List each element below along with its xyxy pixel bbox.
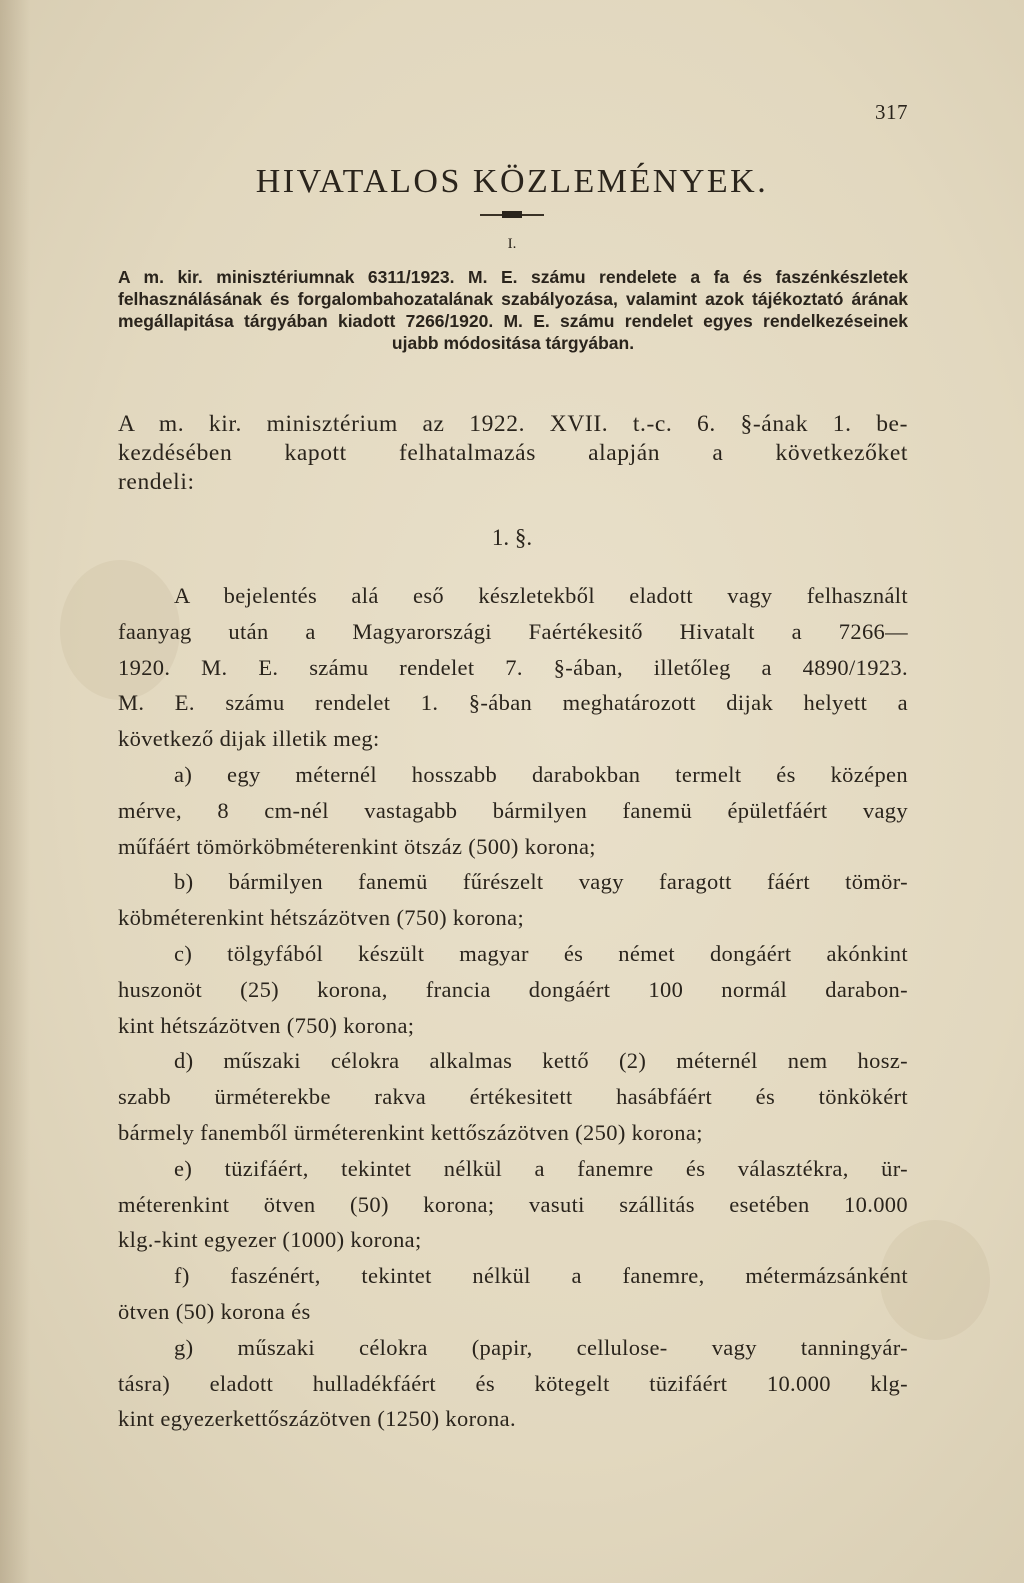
- body-line: A bejelentés alá eső készletekből eladott vagy felhasznált: [174, 583, 908, 608]
- section-body: [118, 578, 908, 1437]
- list-item-c: c) tölgyfából készült magyar és német dongáért akónkint: [174, 940, 908, 966]
- body-line: következő dijak illetik meg:: [118, 726, 380, 752]
- body-line: bármely fanemből ürméterenkint kettőszázötven (250) korona;: [118, 1119, 703, 1145]
- paragraph-heading: 1. §.: [491, 525, 533, 550]
- body-line: 1920. M. E. számu rendelet 7. §-ában, illetőleg a 4890/1923.: [118, 654, 908, 680]
- body-line: méterenkint ötven (50) korona; vasuti szállitás esetében 10.000: [118, 1191, 908, 1217]
- body-line: faanyag után a Magyarországi Faértékesitő Hivatalt a 7266—: [118, 618, 908, 644]
- body-line: kint hétszázötven (750) korona;: [118, 1012, 415, 1038]
- page-title: HIVATALOS KÖZLEMÉNYEK.: [255, 163, 769, 200]
- body-line: klg.-kint egyezer (1000) korona;: [118, 1227, 422, 1253]
- list-item-b: b) bármilyen fanemü fűrészelt vagy faragott fáért tömör-: [174, 869, 908, 895]
- list-item-g: g) műszaki célokra (papir, cellulose- vagy tanningyár-: [174, 1334, 908, 1360]
- body-line: műfáért tömörköbméterenkint ötszáz (500) korona;: [118, 833, 596, 859]
- body-line: köbméterenkint hétszázötven (750) korona;: [118, 905, 525, 931]
- intro-line: rendeli:: [118, 469, 195, 495]
- body-line: mérve, 8 cm-nél vastagabb bármilyen fanemü épületfáért vagy: [118, 797, 908, 823]
- body-line: M. E. számu rendelet 1. §-ában meghatározott dijak helyett a: [118, 690, 908, 716]
- decree-title: A m. kir. minisztériumnak 6311/1923. M. E. számu rendelete a fa és faszénkészletek felhasználásának és forgalombahozatalának szabályozása, valamint azok tájékoztató árának megállapitása tárgyában kiadott 7266/1920. M. E. számu rendelet egyes rendelkezéseinek ujabb módositása tárgyában.: [118, 267, 908, 353]
- body-line: huszonöt (25) korona, francia dongáért 100 normál darabon-: [118, 976, 908, 1002]
- intro-paragraph: [118, 410, 908, 497]
- list-item-a: a) egy méternél hosszabb darabokban termelt és középen: [174, 761, 908, 787]
- section-numeral: I.: [507, 236, 517, 252]
- intro-line: kezdésében kapott felhatalmazás alapján a következőket: [118, 440, 908, 466]
- body-line: ötven (50) korona és: [118, 1298, 311, 1324]
- list-item-e: e) tüzifáért, tekintet nélkül a fanemre és választékra, ür-: [174, 1155, 908, 1181]
- body-line: szabb ürméterekbe rakva értékesitett hasábfáért és tönkökért: [118, 1084, 908, 1110]
- list-item-d: d) műszaki célokra alkalmas kettő (2) méternél nem hosz-: [174, 1048, 908, 1074]
- title-divider-ornament: [502, 211, 522, 218]
- intro-line: A m. kir. minisztérium az 1922. XVII. t.-c. 6. §-ának 1. be-: [118, 411, 908, 437]
- body-line: tásra) eladott hulladékfáért és kötegelt tüzifáért 10.000 klg-: [118, 1370, 908, 1396]
- page-number: 317: [875, 100, 908, 124]
- body-line: kint egyezerkettőszázötven (1250) korona.: [118, 1406, 516, 1432]
- list-item-f: f) faszénért, tekintet nélkül a fanemre, métermázsánként: [174, 1263, 908, 1289]
